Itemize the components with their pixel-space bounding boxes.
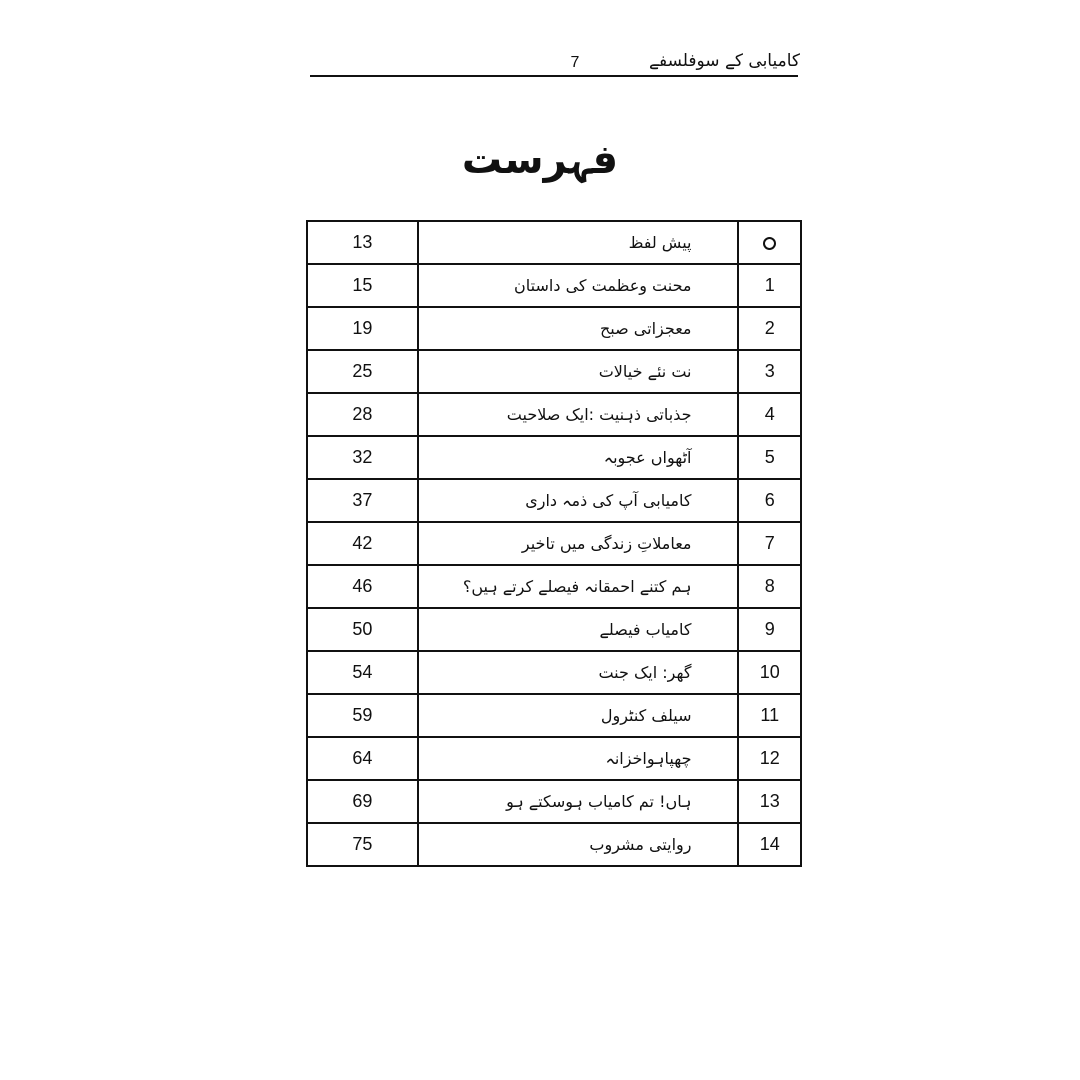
toc-chapter-title: آٹھواں عجوبہ (418, 436, 739, 479)
toc-chapter-number: 7 (738, 522, 801, 565)
toc-chapter-title: جذباتی ذہنیت :ایک صلاحیت (418, 393, 739, 436)
circle-bullet-icon (763, 237, 776, 250)
page-heading: فہرست (461, 137, 619, 183)
toc-chapter-number: 10 (738, 651, 801, 694)
toc-chapter-number: 9 (738, 608, 801, 651)
header-rule (310, 75, 798, 77)
toc-page-number: 54 (307, 651, 418, 694)
toc-page-number: 19 (307, 307, 418, 350)
toc-chapter-number: 2 (738, 307, 801, 350)
toc-page-number: 13 (307, 221, 418, 264)
toc-chapter-number (738, 221, 801, 264)
toc-page-number: 59 (307, 694, 418, 737)
toc-chapter-title: ہم کتنے احمقانہ فیصلے کرتے ہیں؟ (418, 565, 739, 608)
toc-chapter-number: 8 (738, 565, 801, 608)
toc-chapter-number: 3 (738, 350, 801, 393)
toc-chapter-title: کامیابی آپ کی ذمہ داری (418, 479, 739, 522)
toc-chapter-title: کامیاب فیصلے (418, 608, 739, 651)
toc-chapter-number: 12 (738, 737, 801, 780)
toc-chapter-number: 5 (738, 436, 801, 479)
toc-chapter-number: 1 (738, 264, 801, 307)
toc-chapter-title: محنت وعظمت کی داستان (418, 264, 739, 307)
toc-row (307, 393, 801, 436)
toc-page-number: 42 (307, 522, 418, 565)
toc-row (307, 565, 801, 608)
toc-chapter-number: 13 (738, 780, 801, 823)
toc-row (307, 522, 801, 565)
toc-chapter-number: 14 (738, 823, 801, 866)
toc-row (307, 694, 801, 737)
toc-page-number: 15 (307, 264, 418, 307)
toc-chapter-title: معجزاتی صبح (418, 307, 739, 350)
toc-row (307, 823, 801, 866)
toc-chapter-title: پیش لفظ (418, 221, 739, 264)
toc-chapter-title: گھر: ایک جنت (418, 651, 739, 694)
toc-row (307, 436, 801, 479)
toc-page-number: 32 (307, 436, 418, 479)
toc-chapter-title: سیلف کنٹرول (418, 694, 739, 737)
toc-page-number: 28 (307, 393, 418, 436)
toc-chapter-title: ہاں! تم کامیاب ہوسکتے ہو (418, 780, 739, 823)
toc-page-number: 50 (307, 608, 418, 651)
toc-chapter-title: چھپاہواخزانہ (418, 737, 739, 780)
toc-row (307, 479, 801, 522)
toc-chapter-title: روایتی مشروب (418, 823, 739, 866)
toc-chapter-number: 6 (738, 479, 801, 522)
toc-page-number: 25 (307, 350, 418, 393)
toc-row (307, 651, 801, 694)
toc-chapter-title: معاملاتِ زندگی میں تاخیر (418, 522, 739, 565)
toc-row (307, 608, 801, 651)
table-of-contents (306, 220, 802, 867)
toc-chapter-number: 4 (738, 393, 801, 436)
toc-row (307, 221, 801, 264)
toc-page-number: 46 (307, 565, 418, 608)
toc-page-number: 37 (307, 479, 418, 522)
toc-page-number: 64 (307, 737, 418, 780)
toc-page-number: 69 (307, 780, 418, 823)
toc-chapter-number: 11 (738, 694, 801, 737)
toc-page-number: 75 (307, 823, 418, 866)
toc-row (307, 264, 801, 307)
toc-chapter-title: نت نئے خیالات (418, 350, 739, 393)
toc-row (307, 350, 801, 393)
toc-row (307, 780, 801, 823)
toc-row (307, 307, 801, 350)
header-page-number: 7 (570, 54, 580, 71)
header-book-title: کامیابی کے سوفلسفے (649, 51, 800, 71)
toc-row (307, 737, 801, 780)
